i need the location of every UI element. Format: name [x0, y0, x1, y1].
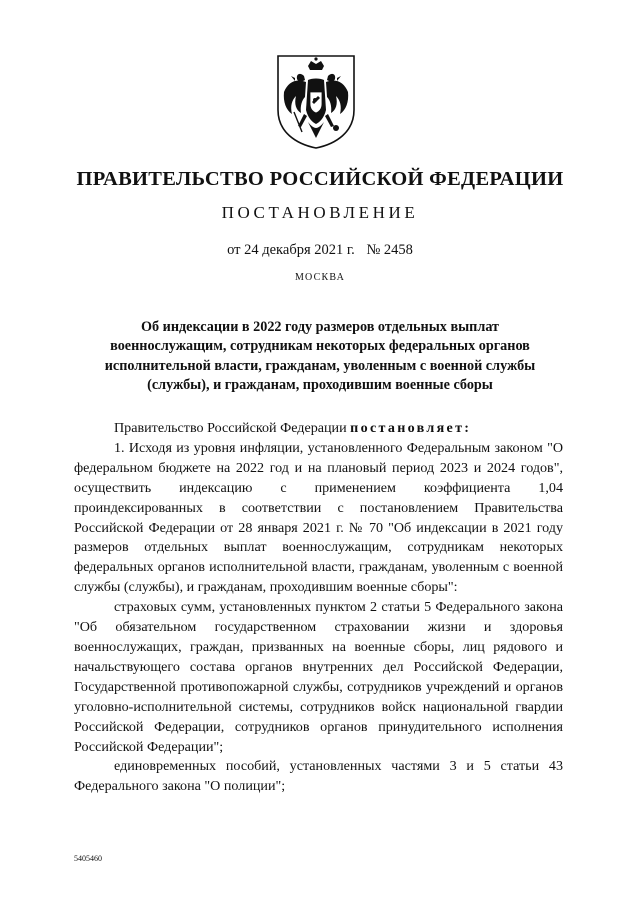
paragraph-2: страховых сумм, установленных пунктом 2 статьи 5 Федерального закона "Об обязательном государственном страховании жизни и здоровья военнослужащих, граждан, призванных на военные сборы, лиц рядового и начальствующего состава органов внутренних дел Российской Федерации, Государственной противопожарной службы, сотрудников учреждений и органов уголовно-исполнительной системы, сотрудников войск национальной гвардии Российской Федерации, сотрудников органов принудительного исполнения Российской Федерации"; [74, 599, 563, 755]
document-subject: Об индексации в 2022 году размеров отдельных выплат военнослужащим, сотрудникам некоторых федеральных органов исполнительной власти, гражданам, уволенным с военной службы (службы), и гражданам, проходившим военные сборы [104, 319, 536, 393]
government-title: ПРАВИТЕЛЬСТВО РОССИЙСКОЙ ФЕДЕРАЦИИ [76, 168, 564, 190]
document-body [74, 419, 563, 797]
paragraph-3: единовременных пособий, установленных частями 3 и 5 статьи 43 Федерального закона "О полиции"; [74, 758, 563, 795]
coat-of-arms-emblem-icon [274, 52, 358, 150]
document-date: от 24 декабря 2021 г. [227, 242, 355, 258]
footer-code: 5405460 [74, 854, 102, 863]
paragraph-1: 1. Исходя из уровня инфляции, установленного Федеральным законом "О федеральном бюджете на 2022 год и на плановый период 2023 и 2024 годов", осуществить индексацию с применением коэффициента 1,04 проиндексированных в соответствии с постановлением Правительства Российской Федерации от 28 января 2021 г. № 70 "Об индексации в 2021 году размеров отдельных выплат военнослужащим, сотрудникам некоторых федеральных органов исполнительной власти, гражданам, уволенным с военной службы (службы), и гражданам, проходившим военные сборы": [74, 439, 563, 596]
number-sign: № [366, 242, 381, 258]
document-city: МОСКВА [294, 272, 346, 283]
document-date-number [0, 242, 640, 259]
preamble [74, 419, 563, 439]
preamble-lead: Правительство Российской Федерации [114, 420, 347, 436]
preamble-verb: постановляет: [350, 420, 472, 436]
document-type: ПОСТАНОВЛЕНИЕ [221, 203, 419, 222]
document-number: 2458 [383, 242, 413, 258]
